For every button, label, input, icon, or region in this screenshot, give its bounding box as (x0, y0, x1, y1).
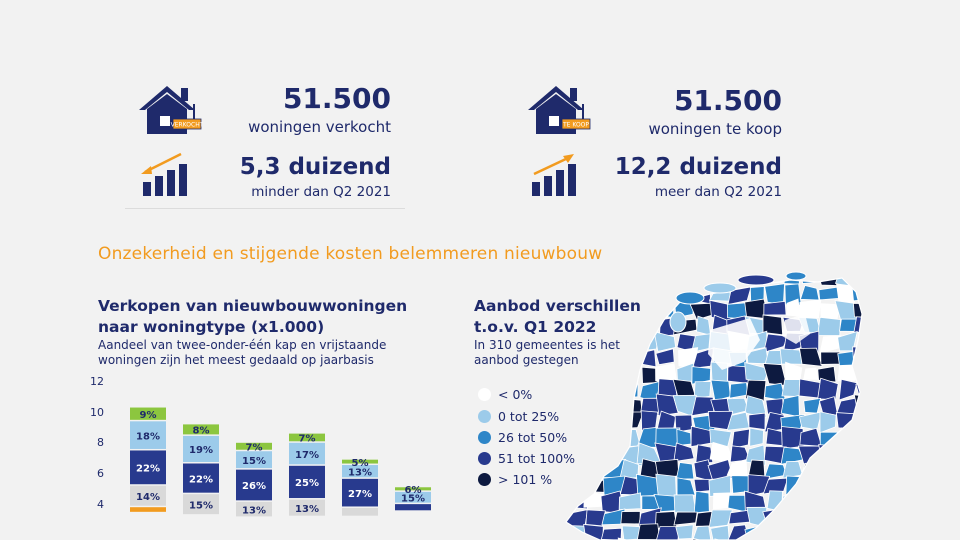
legend-label: 26 tot 50% (498, 430, 568, 445)
bar-segment-label: 6% (404, 485, 422, 497)
municipality-cell (584, 270, 607, 290)
municipality-cell (621, 511, 640, 524)
bar-segment-label: 22% (136, 463, 160, 475)
municipality-cell (838, 493, 858, 508)
municipality-cell (819, 524, 840, 540)
municipality-cell (711, 525, 730, 540)
municipality-cell (873, 525, 880, 540)
municipality-cell (749, 413, 765, 429)
municipality-cell (677, 478, 695, 497)
house-for-sale-icon (526, 82, 592, 142)
municipality-cell (602, 401, 625, 414)
municipality-cell (560, 286, 570, 303)
municipality-cell (588, 364, 607, 384)
municipality-cell (854, 317, 877, 333)
section-heading: Onzekerheid en stijgende kosten belemmeren nieuwbouw (98, 244, 603, 264)
municipality-cell (858, 429, 873, 449)
for-sale-diff-value: 12,2 duizend (614, 154, 782, 180)
municipality-cell (750, 428, 764, 446)
municipality-cell (560, 331, 571, 351)
municipality-cell (694, 491, 709, 513)
municipality-cell (584, 379, 604, 397)
municipality-cell (692, 526, 711, 540)
y-tick-label: 8 (97, 436, 104, 450)
netherlands-choropleth-map (560, 270, 880, 540)
municipality-cell (622, 302, 643, 320)
municipality-cell (560, 301, 569, 317)
municipality-cell (638, 302, 660, 318)
municipality-cell (566, 415, 588, 432)
municipality-cell (674, 512, 697, 525)
municipality-cell (730, 383, 748, 399)
bar-segment-label: 8% (192, 425, 210, 437)
municipality-cell (641, 318, 656, 335)
municipality-cell (871, 270, 880, 289)
municipality-cell (873, 416, 880, 430)
municipality-cell (637, 524, 659, 540)
bar-segment (395, 504, 431, 510)
municipality-cell (560, 364, 569, 385)
municipality-cell (799, 523, 820, 540)
municipality-cell (565, 394, 588, 417)
municipality-cell (602, 270, 623, 286)
municipality-cell (853, 449, 876, 462)
municipality-cell (782, 525, 803, 540)
municipality-cell (732, 429, 750, 448)
municipality-cell (871, 494, 880, 513)
municipality-cell (569, 379, 590, 398)
municipality-cell (585, 349, 607, 368)
bar-chart-subtitle-line1: Aandeel van twee-onder-één kap en vrijstaande (98, 338, 387, 352)
kpi-right (520, 80, 795, 210)
municipality-cell (854, 461, 876, 481)
municipality-cell (656, 474, 677, 497)
for-sale-value: 51.500 (673, 84, 782, 117)
municipality-cell (619, 349, 640, 366)
municipality-cell (677, 429, 691, 445)
municipality-cell (601, 427, 623, 450)
municipality-cell (560, 349, 571, 370)
map-municipalities (560, 270, 880, 540)
bar-segment-label: 7% (245, 442, 263, 454)
legend-dot (478, 473, 491, 486)
municipality-cell (870, 443, 880, 463)
map-title-line2: t.o.v. Q1 2022 (474, 318, 597, 336)
municipality-cell (569, 479, 585, 494)
bar-segment-label: 9% (139, 409, 157, 421)
municipality-cell (620, 334, 640, 350)
municipality-cell (857, 365, 873, 385)
bar-segment-label: 19% (189, 445, 213, 457)
municipality-cell (871, 460, 880, 476)
bar-segment-label: 27% (348, 488, 372, 500)
municipality-cell (781, 510, 802, 528)
municipality-cell (638, 283, 661, 302)
municipality-cell (871, 508, 880, 528)
municipality-cell (856, 492, 875, 512)
municipality-cell (818, 317, 841, 335)
municipality-cell (656, 285, 676, 302)
municipality-cell (800, 286, 819, 300)
municipality-cell (583, 316, 602, 332)
municipality-cell (658, 270, 677, 287)
y-tick-label: 6 (97, 467, 104, 480)
bar-segment-label: 18% (136, 431, 160, 443)
municipality-cell (817, 477, 840, 496)
for-sale-diff-label: meer dan Q2 2021 (654, 184, 782, 200)
municipality-cell (566, 426, 588, 444)
municipality-cell (875, 475, 880, 495)
municipality-cell (840, 524, 859, 540)
municipality-cell (840, 477, 859, 498)
municipality-cell (601, 365, 623, 384)
municipality-cell (876, 298, 880, 322)
municipality-cell (804, 368, 818, 379)
municipality-cell (697, 316, 711, 335)
legend-dot (478, 388, 491, 401)
municipality-cell (781, 396, 799, 417)
house-sign-text: TE KOOP (562, 121, 590, 129)
municipality-cell (565, 462, 587, 476)
y-tick-label: 4 (97, 497, 104, 511)
map-legend-item (478, 409, 559, 424)
municipality-cell (836, 462, 858, 482)
legend-label: < 0% (498, 387, 533, 402)
municipality-cell (584, 430, 608, 444)
municipality-cell (854, 476, 875, 492)
bar-segment (342, 508, 378, 516)
municipality-cell (566, 346, 585, 368)
municipality-cell (560, 318, 571, 336)
municipality-cell (602, 315, 624, 335)
municipality-cell (799, 474, 822, 494)
sold-label: woningen verkocht (248, 118, 391, 136)
municipality-cell (568, 448, 586, 460)
municipality-cell (747, 507, 767, 527)
bar-segment-label: 15% (242, 455, 266, 467)
municipality-cell (560, 522, 568, 540)
municipality-cell (800, 510, 821, 528)
municipality-cell (838, 508, 859, 526)
legend-label: > 101 % (498, 472, 553, 487)
bar-segment-label: 25% (295, 478, 319, 490)
municipality-cell (582, 300, 604, 321)
municipality-cell (566, 303, 587, 316)
bar-segment-label: 22% (189, 474, 213, 486)
municipality-cell (560, 270, 568, 288)
municipality-cell (764, 301, 786, 315)
municipality-cell (584, 412, 603, 431)
municipality-cell (583, 444, 604, 464)
municipality-cell (560, 412, 571, 433)
municipality-cell (566, 335, 585, 350)
municipality-cell (820, 493, 840, 512)
municipality-cell (855, 529, 877, 540)
municipality-cell (602, 351, 624, 366)
municipality-cell (800, 493, 822, 511)
municipality-cell (763, 363, 786, 385)
municipality-cell (837, 445, 860, 464)
municipality-cell (619, 270, 639, 289)
municipality-cell (568, 283, 590, 304)
municipality-cell (839, 379, 857, 400)
municipality-cell (709, 510, 732, 527)
municipality-cell (838, 365, 858, 381)
municipality-cell (601, 299, 621, 317)
bar-segment-label: 17% (295, 449, 319, 461)
municipality-cell (601, 413, 624, 429)
municipality-cell (872, 397, 880, 414)
municipality-cell (566, 270, 588, 287)
municipality-cell (560, 430, 570, 446)
municipality-cell (872, 367, 880, 381)
bar-chart-subtitle-line2: woningen zijn het meest gedaald op jaarbasis (98, 353, 374, 367)
bar-segment (130, 507, 166, 512)
bar-chart-plot (0, 0, 460, 540)
chart-up-icon (528, 152, 584, 198)
map-legend-item (478, 430, 567, 445)
for-sale-label: woningen te koop (648, 120, 782, 138)
municipality-cell (622, 315, 643, 335)
municipality-cell (674, 495, 696, 513)
municipality-cell (873, 379, 880, 399)
map-legend-item (478, 472, 552, 487)
bar-segment-label: 26% (242, 481, 266, 493)
municipality-cell (565, 366, 587, 384)
municipality-cell (641, 270, 657, 288)
municipality-cell (710, 442, 733, 462)
legend-dot (478, 410, 491, 423)
municipality-cell (602, 380, 622, 398)
municipality-cell (694, 382, 711, 399)
municipality-cell (817, 461, 840, 480)
bar-segment-label: 13% (295, 503, 319, 515)
municipality-cell (854, 270, 874, 286)
legend-dot (478, 452, 491, 465)
municipality-cell (858, 413, 876, 432)
municipality-cell (854, 508, 874, 528)
municipality-cell (619, 493, 641, 510)
municipality-cell (872, 431, 880, 445)
bar-segment-label: 15% (189, 500, 213, 512)
map-title-line1: Aanbod verschillen (474, 297, 641, 315)
bar-segment-label: 7% (298, 433, 316, 445)
municipality-cell (676, 462, 694, 479)
bar-chart-title-line1: Verkopen van nieuwbouwwoningen (98, 297, 408, 315)
municipality-cell (621, 283, 641, 302)
municipality-cell (586, 337, 606, 353)
sold-diff-value: 5,3 duizend (239, 154, 391, 180)
municipality-cell (618, 364, 637, 383)
municipality-cell (560, 476, 571, 497)
municipality-cell (818, 508, 842, 528)
municipality-cell (874, 319, 880, 337)
municipality-cell (676, 525, 693, 539)
municipality-cell (820, 412, 836, 433)
municipality-cell (586, 283, 606, 303)
municipality-cell (804, 398, 821, 413)
bar-segment-label: 15% (401, 493, 425, 505)
municipality-cell (560, 381, 570, 400)
municipality-cell (600, 334, 621, 354)
municipality-cell (711, 380, 730, 401)
y-tick-label: 12 (90, 375, 104, 388)
municipality-cell (764, 523, 782, 540)
municipality-cell (875, 348, 880, 369)
y-tick-label: 10 (90, 405, 104, 419)
bar-segment-label: 5% (351, 457, 369, 469)
municipality-cell (786, 476, 800, 495)
municipality-cell (853, 303, 873, 317)
municipality-cell (560, 395, 569, 413)
municipality-cell (560, 461, 566, 478)
sold-diff-label: minder dan Q2 2021 (251, 184, 391, 200)
municipality-cell (836, 413, 858, 430)
bar-segment-label: 14% (136, 491, 160, 503)
municipality-cell (854, 395, 877, 414)
legend-label: 51 tot 100% (498, 451, 576, 466)
map-subtitle-line1: In 310 gemeentes is het (474, 338, 620, 352)
bar-chart-title-line2: naar woningtype (x1.000) (98, 318, 325, 336)
municipality-cell (875, 284, 880, 305)
municipality-cell (729, 510, 750, 524)
house-sign-text: VERKOCHT (170, 121, 203, 129)
legend-dot (478, 431, 491, 444)
municipality-cell (582, 395, 607, 415)
map-subtitle-line2: aanbod gestegen (474, 353, 579, 367)
municipality-cell (605, 283, 620, 302)
bar-segment-label: 13% (348, 467, 372, 479)
municipality-cell (839, 428, 858, 446)
bar-segment-label: 13% (242, 505, 266, 517)
legend-label: 0 tot 25% (498, 409, 560, 424)
municipality-cell (876, 330, 880, 349)
municipality-cell (783, 461, 803, 478)
municipality-cell (560, 492, 570, 511)
sold-value: 51.500 (282, 82, 391, 115)
municipality-cell (568, 319, 589, 334)
municipality-cell (560, 448, 571, 464)
municipality-cell (674, 270, 696, 287)
map-legend-item (478, 387, 532, 402)
